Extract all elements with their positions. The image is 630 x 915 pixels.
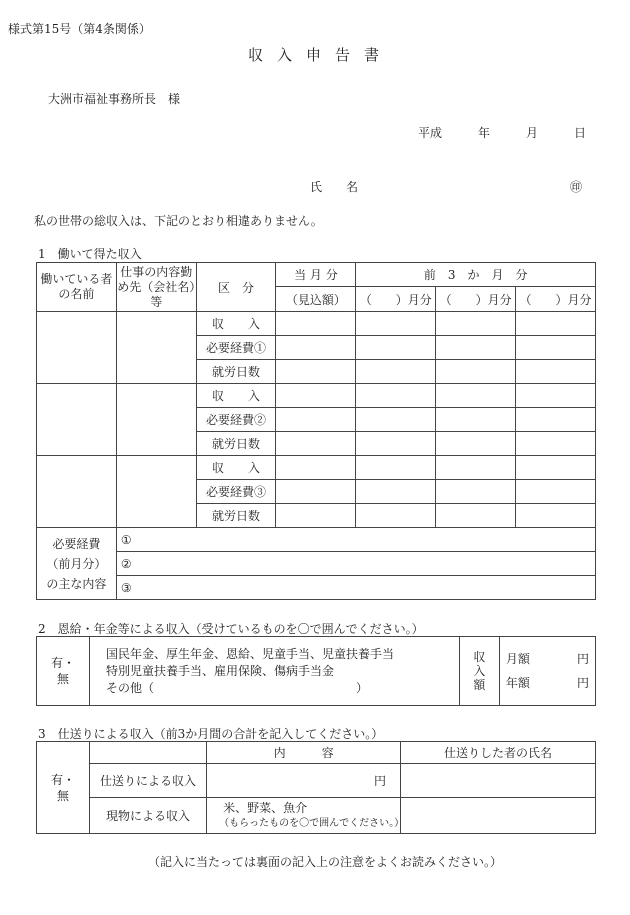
worker3-name-cell[interactable] bbox=[37, 456, 117, 528]
in-kind-note: （もらったものを〇で囲んでください。） bbox=[219, 817, 405, 829]
worker3-income-m1[interactable] bbox=[356, 456, 436, 480]
worker2-income-m3[interactable] bbox=[516, 384, 596, 408]
in-kind-content-cell[interactable] bbox=[207, 798, 405, 834]
worker1-days-current[interactable] bbox=[276, 360, 356, 384]
date-month-label: 月 bbox=[526, 126, 539, 140]
worker1-expense-m1[interactable] bbox=[356, 336, 436, 360]
yearly-yen: 円 bbox=[576, 676, 589, 690]
worker3-expense-m2[interactable] bbox=[436, 480, 516, 504]
worker2-days-m1[interactable] bbox=[356, 432, 436, 456]
date-year-label: 年 bbox=[478, 126, 491, 140]
worker2-expense-m3[interactable] bbox=[516, 408, 596, 432]
section3-table bbox=[36, 741, 596, 834]
worker2-income-label: 収 入 bbox=[196, 384, 276, 408]
header-kubun: 区 分 bbox=[196, 263, 276, 312]
worker2-work-cell[interactable] bbox=[116, 384, 196, 456]
worker1-name-cell[interactable] bbox=[37, 312, 117, 384]
worker2-days-current[interactable] bbox=[276, 432, 356, 456]
pension-other-label: その他（ bbox=[106, 680, 155, 695]
declaration-text: 私の世帯の総収入は、下記のとおり相違ありません。 bbox=[34, 214, 323, 228]
worker1-expense-m2[interactable] bbox=[436, 336, 516, 360]
worker2-days-label: 就労日数 bbox=[196, 432, 276, 456]
yearly-amount-row[interactable] bbox=[506, 671, 589, 695]
monthly-yen: 円 bbox=[576, 652, 589, 666]
allowance-yen: 円 bbox=[374, 774, 387, 788]
expense-detail-1[interactable]: ① bbox=[116, 528, 595, 552]
worker1-income-label: 収 入 bbox=[196, 312, 276, 336]
date-day-label: 日 bbox=[574, 126, 587, 140]
worker1-income-current[interactable] bbox=[276, 312, 356, 336]
worker1-expense-label: 必要経費① bbox=[196, 336, 276, 360]
header-prev-3-months: 前 3 か 月 分 bbox=[356, 263, 596, 287]
expense-detail-2[interactable]: ② bbox=[116, 552, 595, 576]
worker3-income-label: 収 入 bbox=[196, 456, 276, 480]
worker3-days-current[interactable] bbox=[276, 504, 356, 528]
worker3-income-m3[interactable] bbox=[516, 456, 596, 480]
worker2-income-m2[interactable] bbox=[436, 384, 516, 408]
page-title: 収入申告書 bbox=[248, 46, 394, 64]
worker1-days-m2[interactable] bbox=[436, 360, 516, 384]
worker3-expense-current[interactable] bbox=[276, 480, 356, 504]
section1-table bbox=[36, 262, 596, 600]
worker2-expense-m1[interactable] bbox=[356, 408, 436, 432]
worker2-days-m3[interactable] bbox=[516, 432, 596, 456]
allowance-amount-cell[interactable] bbox=[207, 764, 401, 798]
worker1-income-m2[interactable] bbox=[436, 312, 516, 336]
expense-detail-3[interactable]: ③ bbox=[116, 576, 595, 600]
worker3-days-m3[interactable] bbox=[516, 504, 596, 528]
section3-sender-header: 仕送りした者の氏名 bbox=[401, 742, 596, 764]
allowance-sender-cell[interactable] bbox=[401, 764, 596, 798]
section3-blank-header bbox=[90, 742, 207, 764]
header-work-content: 仕事の内容勤め先（会社名）等 bbox=[116, 263, 196, 312]
pension-other-close: ） bbox=[356, 680, 369, 695]
worker2-name-cell[interactable] bbox=[37, 384, 117, 456]
header-estimate: （見込額） bbox=[276, 287, 356, 312]
header-month-3: （ ）月分 bbox=[516, 287, 596, 312]
worker1-work-cell[interactable] bbox=[116, 312, 196, 384]
worker1-days-m3[interactable] bbox=[516, 360, 596, 384]
pension-line-3[interactable] bbox=[106, 680, 459, 697]
seal-mark: ㊞ bbox=[570, 180, 583, 194]
worker1-income-m1[interactable] bbox=[356, 312, 436, 336]
worker2-days-m2[interactable] bbox=[436, 432, 516, 456]
section2-table bbox=[36, 636, 596, 706]
worker1-expense-m3[interactable] bbox=[516, 336, 596, 360]
worker1-expense-current[interactable] bbox=[276, 336, 356, 360]
worker3-expense-label: 必要経費③ bbox=[196, 480, 276, 504]
monthly-label: 月額 bbox=[505, 652, 530, 666]
allowance-income-label: 仕送りによる収入 bbox=[90, 764, 207, 798]
worker2-expense-current[interactable] bbox=[276, 408, 356, 432]
worker3-days-m2[interactable] bbox=[436, 504, 516, 528]
date-era: 平成 bbox=[418, 126, 443, 140]
section2-heading: 2 恩給・年金等による収入（受けているものを〇で囲んでください。） bbox=[38, 622, 424, 636]
form-number: 様式第15号（第4条関係） bbox=[8, 22, 151, 36]
monthly-amount-row[interactable] bbox=[506, 647, 589, 671]
section1-heading: 1 働いて得た収入 bbox=[38, 247, 142, 261]
worker3-income-current[interactable] bbox=[276, 456, 356, 480]
worker2-income-m1[interactable] bbox=[356, 384, 436, 408]
worker3-days-label: 就労日数 bbox=[196, 504, 276, 528]
worker3-expense-m3[interactable] bbox=[516, 480, 596, 504]
section3-heading: 3 仕送りによる収入（前3か月間の合計を記入してください。） bbox=[38, 727, 384, 741]
header-month-1: （ ）月分 bbox=[356, 287, 436, 312]
header-current-month: 当 月 分 bbox=[276, 263, 356, 287]
worker2-expense-m2[interactable] bbox=[436, 408, 516, 432]
worker1-income-m3[interactable] bbox=[516, 312, 596, 336]
section2-has-or-not[interactable]: 有・無 bbox=[37, 637, 90, 706]
pension-line-1[interactable]: 国民年金、厚生年金、恩給、児童手当、児童扶養手当 bbox=[106, 646, 395, 661]
income-amount-label: 収入額 bbox=[459, 637, 499, 706]
section3-has-or-not[interactable]: 有・無 bbox=[37, 742, 90, 834]
worker3-expense-m1[interactable] bbox=[356, 480, 436, 504]
footer-note: （記入に当たっては裏面の記入上の注意をよくお読みください。） bbox=[148, 855, 503, 869]
worker3-work-cell[interactable] bbox=[116, 456, 196, 528]
worker1-days-m1[interactable] bbox=[356, 360, 436, 384]
worker3-income-m2[interactable] bbox=[436, 456, 516, 480]
addressee: 大洲市福祉事務所長 様 bbox=[48, 92, 181, 106]
expense-details-label: 必要経費（前月分）の主な内容 bbox=[37, 528, 117, 600]
in-kind-sender-cell[interactable] bbox=[401, 798, 596, 834]
header-month-2: （ ）月分 bbox=[436, 287, 516, 312]
applicant-name-label: 氏 名 bbox=[310, 180, 359, 194]
in-kind-items[interactable]: 米、野菜、魚介 bbox=[223, 800, 308, 815]
in-kind-income-label: 現物による収入 bbox=[90, 798, 207, 834]
header-worker-name: 働いている者の名前 bbox=[37, 263, 117, 312]
yearly-label: 年額 bbox=[505, 676, 530, 690]
pension-line-2[interactable]: 特別児童扶養手当、雇用保険、傷病手当金 bbox=[106, 663, 335, 678]
worker2-income-current[interactable] bbox=[276, 384, 356, 408]
section3-content-header: 内 容 bbox=[207, 742, 401, 764]
worker1-days-label: 就労日数 bbox=[196, 360, 276, 384]
worker3-days-m1[interactable] bbox=[356, 504, 436, 528]
worker2-expense-label: 必要経費② bbox=[196, 408, 276, 432]
